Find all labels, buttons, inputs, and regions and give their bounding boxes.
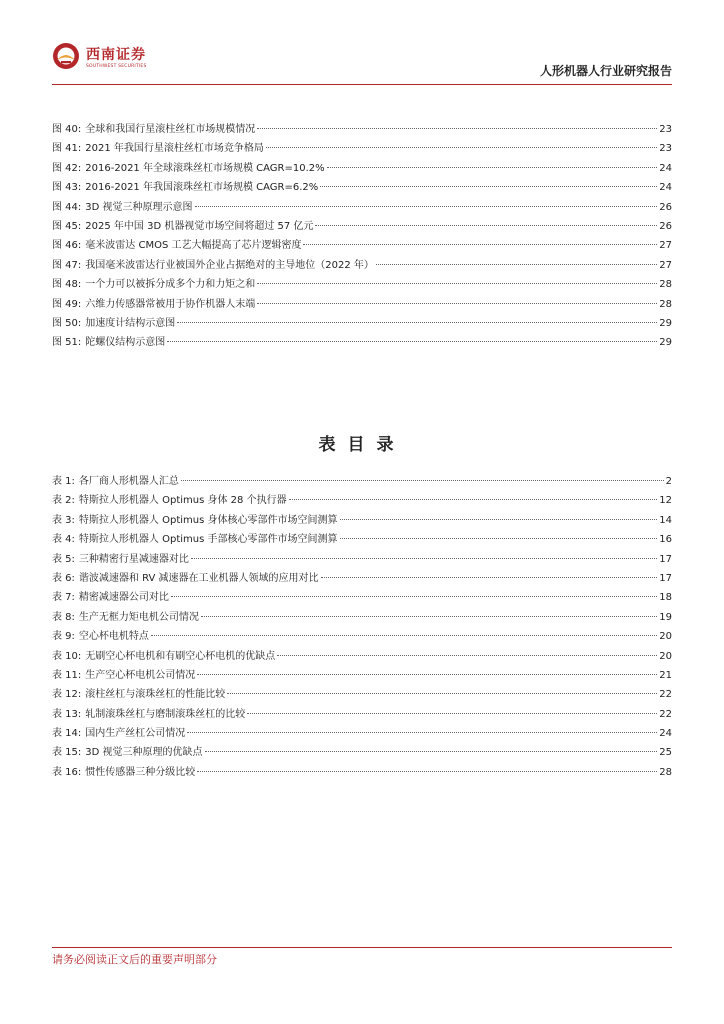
table-toc-entry[interactable] [52, 647, 672, 666]
entry-title: 生产无框力矩电机公司情况 [78, 611, 199, 623]
dot-leader [197, 771, 657, 772]
dot-leader [289, 499, 658, 500]
page-header [52, 42, 672, 82]
entry-label: 图 47: [52, 259, 82, 271]
table-toc-entry[interactable] [52, 472, 672, 491]
entry-page-number: 29 [659, 317, 672, 329]
entry-label: 表 13: [52, 708, 82, 720]
entry-title: 各厂商人形机器人汇总 [78, 476, 179, 487]
table-list [52, 472, 672, 782]
entry-page-number: 21 [659, 669, 672, 681]
entry-label: 表 12: [52, 689, 82, 701]
entry-title: 3D 视觉三种原理示意图 [85, 201, 193, 213]
figure-toc-entry[interactable] [52, 198, 672, 217]
dot-leader [315, 225, 657, 226]
table-toc-entry[interactable] [52, 627, 672, 646]
entry-title: 轧制滚珠丝杠与磨制滚珠丝杠的比较 [85, 708, 246, 720]
entry-title: 陀螺仪结构示意图 [85, 337, 166, 349]
company-logo [52, 42, 172, 76]
entry-page-number: 12 [659, 495, 672, 507]
dot-leader [171, 596, 657, 597]
entry-title: 2025 年中国 3D 机器视觉市场空间将超过 57 亿元 [85, 220, 314, 232]
entry-label: 图 46: [52, 240, 82, 252]
entry-label: 图 51: [52, 337, 82, 349]
entry-page-number: 22 [659, 708, 672, 720]
dot-leader [257, 283, 657, 284]
dot-leader [257, 128, 657, 129]
entry-label: 表 7: [52, 592, 75, 604]
dot-leader [181, 480, 664, 481]
dot-leader [247, 713, 657, 714]
dot-leader [191, 558, 657, 559]
entry-label: 图 48: [52, 279, 82, 291]
entry-title: 生产空心杯电机公司情况 [85, 669, 196, 681]
entry-label: 图 44: [52, 201, 82, 213]
entry-title: 一个力可以被拆分成多个力和力矩之和 [85, 279, 256, 291]
footer-divider [52, 947, 672, 948]
entry-label: 表 16: [52, 766, 82, 778]
table-toc-entry[interactable] [52, 743, 672, 762]
entry-page-number: 24 [659, 182, 672, 194]
table-toc-entry[interactable] [52, 763, 672, 782]
figure-toc-entry[interactable] [52, 314, 672, 333]
figure-toc-entry[interactable] [52, 120, 672, 139]
entry-label: 图 50: [52, 317, 82, 329]
entry-page-number: 29 [659, 337, 672, 349]
entry-page-number: 28 [659, 766, 672, 778]
entry-label: 图 41: [52, 143, 82, 155]
entry-label: 图 49: [52, 298, 82, 310]
figure-toc-entry[interactable] [52, 159, 672, 178]
dot-leader [266, 147, 657, 148]
figure-list [52, 120, 672, 353]
figure-toc-entry[interactable] [52, 333, 672, 352]
table-toc-entry[interactable] [52, 705, 672, 724]
entry-page-number: 2 [665, 476, 672, 487]
entry-title: 三种精密行星减速器对比 [78, 553, 189, 565]
entry-page-number: 17 [659, 553, 672, 565]
entry-title: 六维力传感器常被用于协作机器人末端 [85, 298, 256, 310]
entry-page-number: 23 [659, 124, 672, 135]
table-toc-entry[interactable] [52, 588, 672, 607]
header-divider [52, 84, 672, 85]
dot-leader [201, 616, 657, 617]
entry-title: 无刷空心杯电机和有刷空心杯电机的优缺点 [85, 650, 276, 662]
entry-title: 特斯拉人形机器人 Optimus 手部核心零部件市场空间测算 [78, 534, 338, 546]
entry-page-number: 27 [659, 259, 672, 271]
dot-leader [257, 303, 657, 304]
entry-label: 表 6: [52, 572, 75, 584]
entry-page-number: 25 [659, 747, 672, 759]
entry-label: 表 10: [52, 650, 82, 662]
logo-english-name: SOUTHWEST SECURITIES [86, 64, 147, 69]
entry-label: 表 4: [52, 534, 75, 546]
table-toc-entry[interactable] [52, 685, 672, 704]
entry-title: 2016-2021 年我国滚珠丝杠市场规模 CAGR=6.2% [85, 182, 319, 194]
dot-leader [340, 538, 658, 539]
entry-page-number: 18 [659, 592, 672, 604]
entry-page-number: 26 [659, 201, 672, 213]
entry-title: 空心杯电机特点 [78, 631, 149, 643]
entry-label: 表 8: [52, 611, 75, 623]
entry-label: 表 1: [52, 476, 75, 487]
entry-page-number: 20 [659, 650, 672, 662]
entry-page-number: 26 [659, 220, 672, 232]
entry-title: 3D 视觉三种原理的优缺点 [85, 747, 203, 759]
entry-label: 图 45: [52, 220, 82, 232]
entry-page-number: 27 [659, 240, 672, 252]
entry-page-number: 20 [659, 631, 672, 643]
entry-title: 精密减速器公司对比 [78, 592, 169, 604]
logo-emblem-icon [52, 42, 80, 70]
figure-toc-entry[interactable] [52, 139, 672, 158]
entry-label: 图 40: [52, 124, 82, 135]
dot-leader [151, 635, 657, 636]
figure-toc-entry[interactable] [52, 217, 672, 236]
entry-label: 表 3: [52, 514, 75, 526]
figure-toc-entry[interactable] [52, 236, 672, 255]
entry-page-number: 17 [659, 572, 672, 584]
disclaimer-note: 请务必阅读正文后的重要声明部分 [52, 953, 217, 966]
table-toc-entry[interactable] [52, 724, 672, 743]
dot-leader [303, 244, 657, 245]
entry-label: 表 11: [52, 669, 82, 681]
dot-leader [277, 655, 657, 656]
entry-title: 特斯拉人形机器人 Optimus 身体 28 个执行器 [78, 495, 287, 507]
entry-title: 特斯拉人形机器人 Optimus 身体核心零部件市场空间测算 [78, 514, 338, 526]
entry-page-number: 14 [659, 514, 672, 526]
entry-title: 全球和我国行星滚柱丝杠市场规模情况 [85, 124, 256, 135]
entry-title: 毫米波雷达 CMOS 工艺大幅提高了芯片逻辑密度 [85, 240, 302, 252]
entry-page-number: 28 [659, 298, 672, 310]
dot-leader [340, 519, 658, 520]
dot-leader [195, 206, 658, 207]
entry-title: 2016-2021 年全球滚珠丝杠市场规模 CAGR=10.2% [85, 162, 325, 174]
entry-page-number: 19 [659, 611, 672, 623]
dot-leader [327, 167, 658, 168]
entry-title: 我国毫米波雷达行业被国外企业占据绝对的主导地位（2022 年） [85, 259, 374, 271]
dot-leader [197, 674, 657, 675]
entry-title: 滚柱丝杠与滚珠丝杠的性能比较 [85, 689, 226, 701]
figure-toc-entry[interactable] [52, 178, 672, 197]
dot-leader [167, 341, 657, 342]
entry-label: 表 5: [52, 553, 75, 565]
entry-title: 惯性传感器三种分级比较 [85, 766, 196, 778]
figure-toc-entry[interactable] [52, 256, 672, 275]
table-toc-entry[interactable] [52, 550, 672, 569]
dot-leader [376, 264, 657, 265]
entry-title: 谐波减速器和 RV 减速器在工业机器人领域的应用对比 [78, 572, 319, 584]
entry-page-number: 28 [659, 279, 672, 291]
dot-leader [320, 186, 657, 187]
entry-title: 加速度计结构示意图 [85, 317, 176, 329]
table-toc-entry[interactable] [52, 491, 672, 510]
figure-toc-entry[interactable] [52, 295, 672, 314]
entry-page-number: 22 [659, 689, 672, 701]
entry-label: 图 43: [52, 182, 82, 194]
entry-label: 图 42: [52, 162, 82, 174]
entry-title: 国内生产丝杠公司情况 [85, 728, 186, 740]
table-toc-entry[interactable] [52, 608, 672, 627]
table-toc-entry[interactable] [52, 530, 672, 549]
entry-label: 表 15: [52, 747, 82, 759]
report-title: 人形机器人行业研究报告 [539, 64, 672, 78]
dot-leader [321, 577, 658, 578]
figure-toc-entry[interactable] [52, 275, 672, 294]
dot-leader [177, 322, 657, 323]
entry-label: 表 9: [52, 631, 75, 643]
dot-leader [205, 751, 658, 752]
tables-section-title: 表目录 [318, 435, 406, 455]
table-toc-entry[interactable] [52, 569, 672, 588]
entry-title: 2021 年我国行星滚柱丝杠市场竞争格局 [85, 143, 264, 155]
table-toc-entry[interactable] [52, 666, 672, 685]
logo-chinese-name: 西南证券 [86, 47, 146, 63]
entry-label: 表 2: [52, 495, 75, 507]
table-toc-entry[interactable] [52, 511, 672, 530]
entry-page-number: 23 [659, 143, 672, 155]
dot-leader [187, 732, 657, 733]
entry-page-number: 24 [659, 162, 672, 174]
entry-page-number: 16 [659, 534, 672, 546]
entry-page-number: 24 [659, 728, 672, 740]
entry-label: 表 14: [52, 728, 82, 740]
dot-leader [227, 693, 657, 694]
